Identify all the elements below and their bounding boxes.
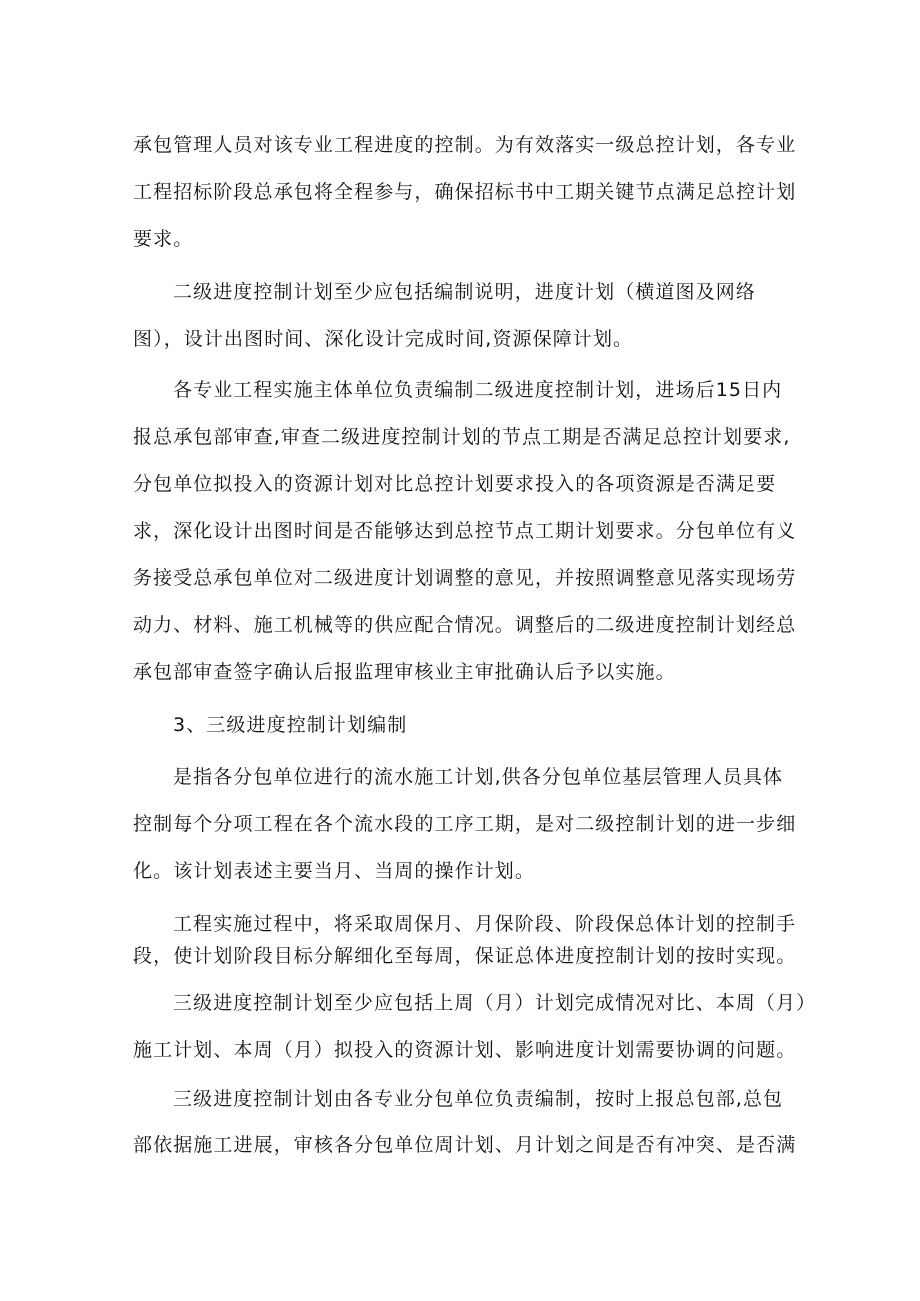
paragraph-line: 图），设计出图时间、深化设计完成时间,资源保障计划。 <box>133 328 634 350</box>
paragraph-line: 段，使计划阶段目标分解细化至每周，保证总体进度控制计划的按时实现。 <box>133 945 797 967</box>
paragraph-line: 工程实施过程中，将采取周保月、月保阶段、阶段保总体计划的控制手 <box>173 913 797 935</box>
paragraph-line: 分包单位拟投入的资源计划对比总控计划要求投入的各项资源是否满足要 <box>133 473 777 495</box>
paragraph-line: 务接受总承包单位对二级进度计划调整的意见，并按照调整意见落实现场劳 <box>133 567 797 589</box>
paragraph-line: 工程招标阶段总承包将全程参与，确保招标书中工期关键节点满足总控计划 <box>133 181 797 203</box>
paragraph-line: 部依据施工进展，审核各分包单位周计划、月计划之间是否有冲突、是否满 <box>133 1134 797 1156</box>
paragraph-line: 是指各分包单位进行的流水施工计划,供各分包单位基层管理人员具体 <box>173 766 784 788</box>
paragraph-line: 三级进度控制计划至少应包括上周（月）计划完成情况对比、本周（月） <box>173 992 817 1014</box>
paragraph-line: 二级进度控制计划至少应包括编制说明，进度计划（横道图及网络 <box>173 281 756 303</box>
paragraph-line: 施工计划、本周（月）拟投入的资源计划、影响进度计划需要协调的问题。 <box>133 1039 797 1061</box>
paragraph-line: 承包部审查签字确认后报监理审核业主审批确认后予以实施。 <box>133 661 676 683</box>
paragraph-line: 各专业工程实施主体单位负责编制二级进度控制计划，进场后15日内 <box>173 379 783 401</box>
paragraph-line: 控制每个分项工程在各个流水段的工序工期，是对二级控制计划的进一步细 <box>133 813 797 835</box>
paragraph-line: 化。该计划表述主要当月、当周的操作计划。 <box>133 860 536 882</box>
paragraph-line: 求，深化设计出图时间是否能够达到总控节点工期计划要求。分包单位有义 <box>133 520 797 542</box>
paragraph-line: 要求。 <box>133 228 194 250</box>
paragraph-line: 动力、材料、施工机械等的供应配合情况。调整后的二级进度控制计划经总 <box>133 614 797 636</box>
paragraph-line: 三级进度控制计划由各专业分包单位负责编制，按时上报总包部,总包 <box>173 1088 784 1110</box>
paragraph-line: 报总承包部审查,审查二级进度控制计划的节点工期是否满足总控计划要求, <box>133 426 791 448</box>
paragraph-line: 承包管理人员对该专业工程进度的控制。为有效落实一级总控计划，各专业 <box>133 134 797 156</box>
section-heading: 3、三级进度控制计划编制 <box>173 714 408 736</box>
